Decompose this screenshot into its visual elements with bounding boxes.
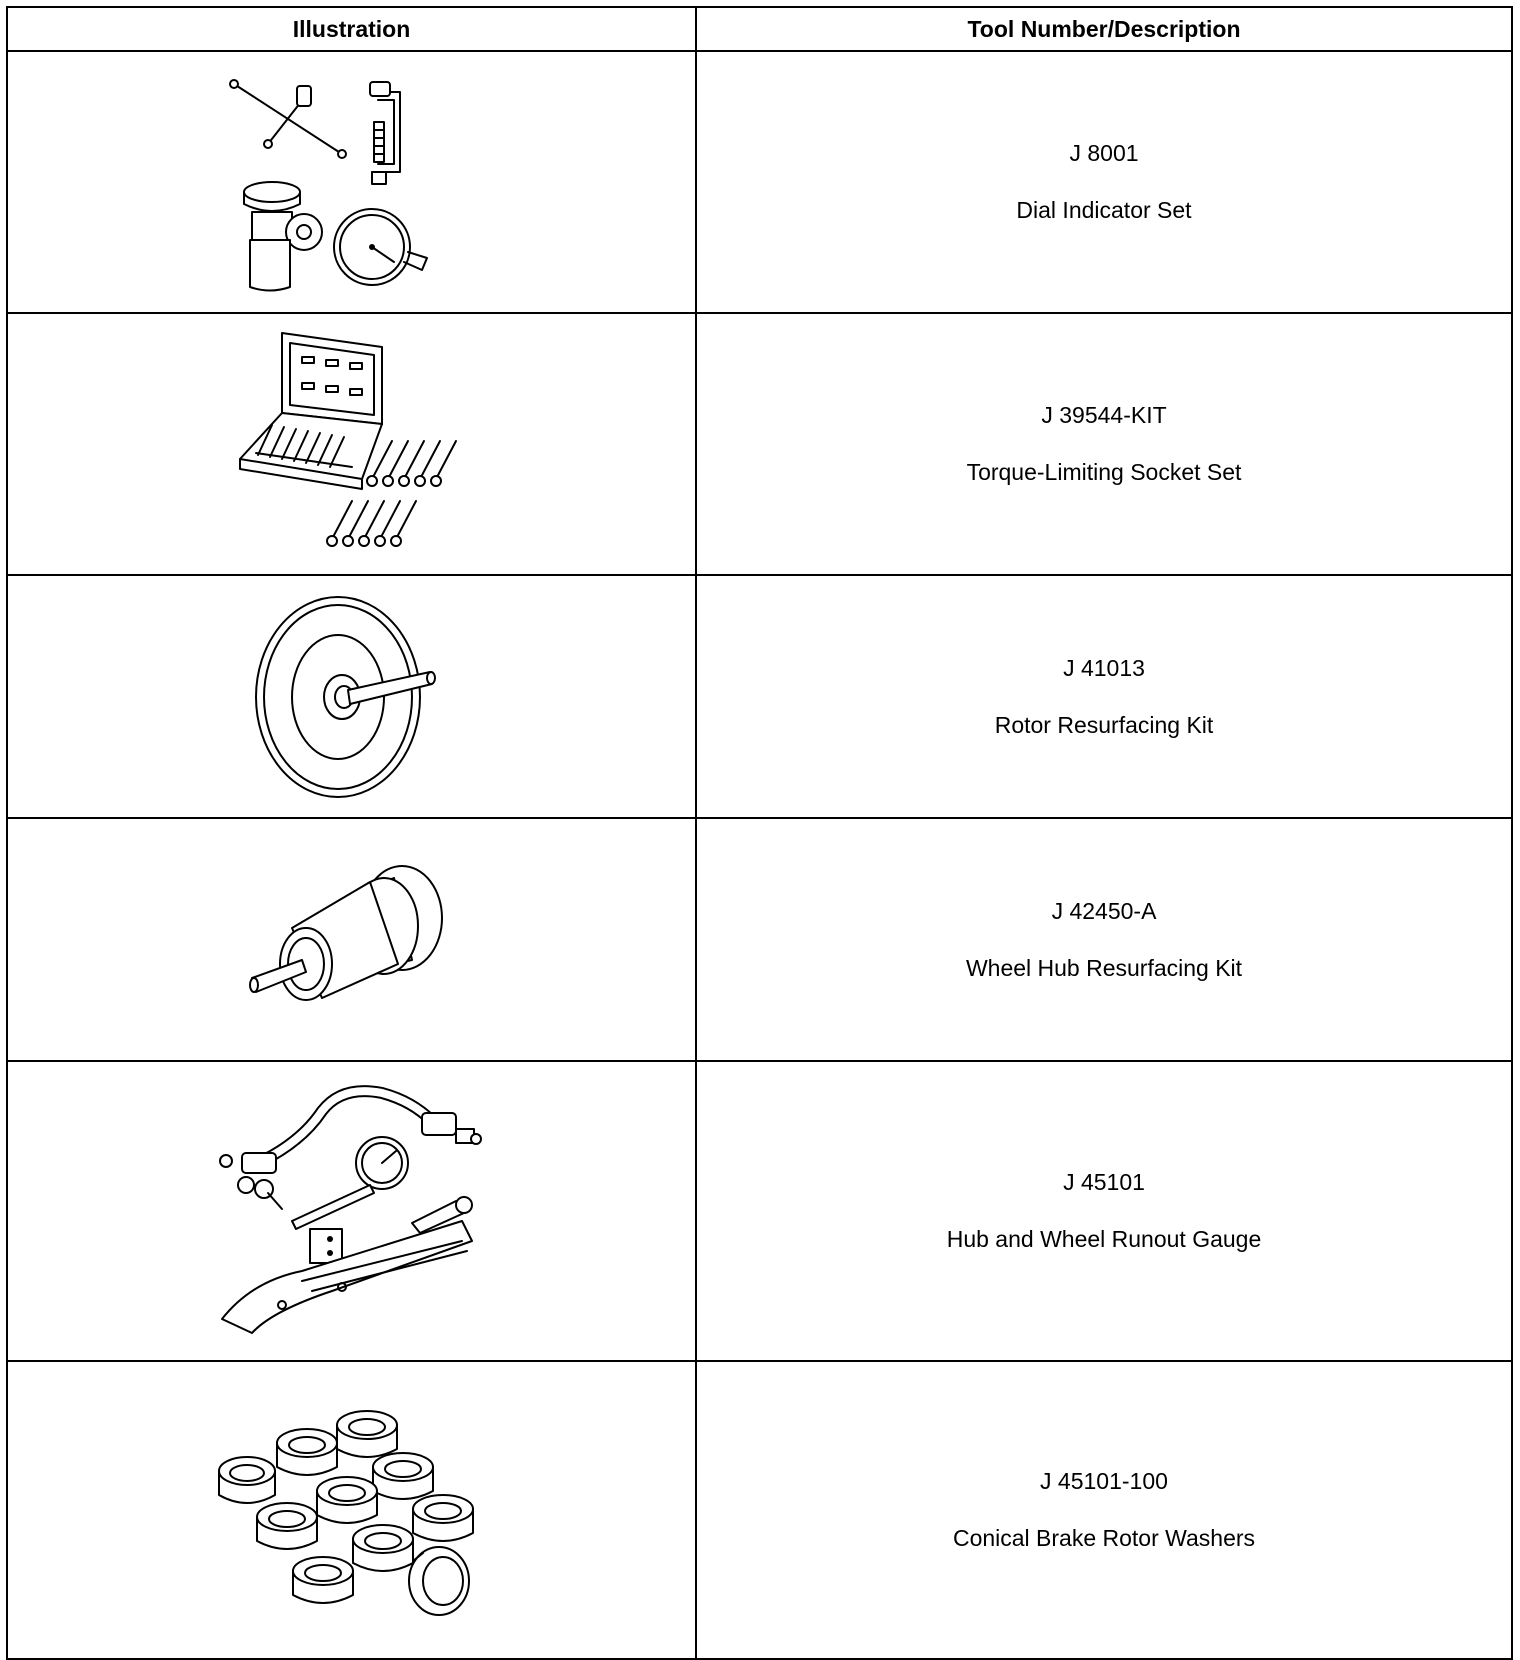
illustration-cell [7, 575, 696, 818]
torque-limiting-socket-set-illustration [232, 329, 472, 559]
tool-description: Dial Indicator Set [1016, 197, 1192, 223]
header-row [7, 7, 1512, 51]
special-tools-table [6, 6, 1513, 1660]
description-cell [696, 51, 1512, 313]
tool-description: Conical Brake Rotor Washers [952, 1525, 1256, 1551]
dial-indicator-set-illustration [222, 72, 482, 292]
tool-number: J 39544-KIT [1041, 402, 1167, 428]
illustration-cell [7, 818, 696, 1061]
tool-number: J 45101 [1063, 1169, 1145, 1195]
illustration-cell [7, 51, 696, 313]
tool-description: Rotor Resurfacing Kit [994, 711, 1214, 738]
tool-number: J 41013 [1063, 654, 1145, 681]
description-column-header: Tool Number/Description [696, 7, 1512, 51]
rotor-resurfacing-kit-illustration [252, 592, 452, 802]
conical-washers-illustration [217, 1395, 487, 1625]
table-row [7, 575, 1512, 818]
tool-description: Hub and Wheel Runout Gauge [946, 1226, 1262, 1252]
wheel-hub-resurfacing-kit-illustration [242, 860, 462, 1020]
illustration-column-header: Illustration [7, 7, 696, 51]
table-row [7, 1061, 1512, 1361]
tool-number: J 8001 [1069, 140, 1139, 166]
description-cell [696, 313, 1512, 575]
tool-description: Wheel Hub Resurfacing Kit [965, 954, 1243, 981]
illustration-cell [7, 313, 696, 575]
description-cell [696, 575, 1512, 818]
tool-number: J 45101-100 [1040, 1468, 1168, 1494]
description-cell [696, 1361, 1512, 1659]
table-row [7, 51, 1512, 313]
table-row [7, 818, 1512, 1061]
illustration-cell [7, 1061, 696, 1361]
table-row [7, 313, 1512, 575]
description-cell [696, 818, 1512, 1061]
tool-number: J 42450-A [1051, 897, 1157, 924]
table-row [7, 1361, 1512, 1659]
illustration-cell [7, 1361, 696, 1659]
tool-description: Torque-Limiting Socket Set [966, 459, 1242, 485]
description-cell [696, 1061, 1512, 1361]
runout-gauge-illustration [212, 1081, 492, 1341]
